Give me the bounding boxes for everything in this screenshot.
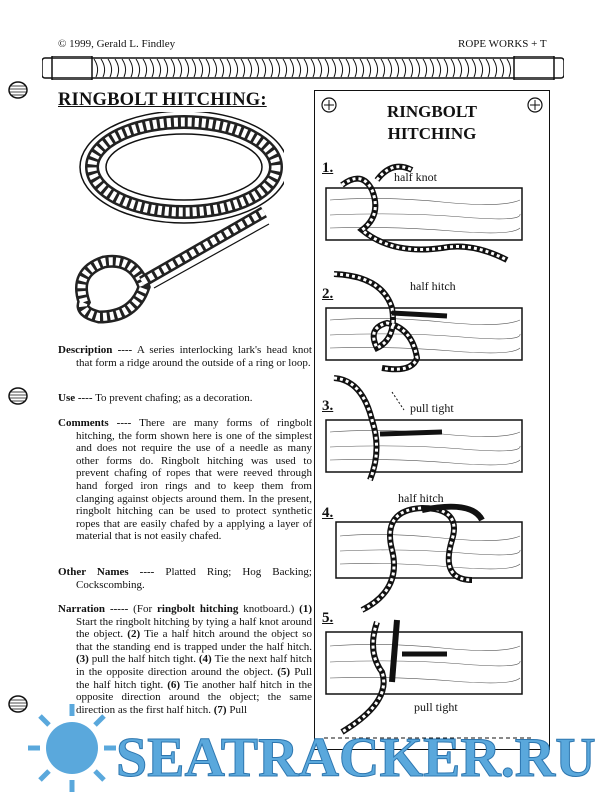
page-title: RINGBOLT HITCHING: <box>58 90 267 110</box>
comments-paragraph <box>58 417 312 543</box>
narration-step-number: (5) <box>273 665 295 678</box>
copyright-line: © 1999, Gerald L. Findley <box>58 38 176 50</box>
narration-step-text: pull the half hitch tight. <box>91 653 196 666</box>
punch-hole-icon <box>7 80 29 100</box>
punch-hole-icon <box>7 386 29 406</box>
step-number: 1. <box>322 160 334 176</box>
series-label: ROPE WORKS + T <box>458 38 547 50</box>
panel-title-line1: RINGBOLT <box>386 102 478 121</box>
step-number: 4. <box>322 505 334 521</box>
narration-step-text: Pull the half hitch tight. <box>76 665 313 691</box>
narration-intro-open: (For <box>133 603 153 615</box>
other-names-label: Other Names ---- <box>58 566 155 578</box>
step-caption: half hitch <box>398 491 444 505</box>
narration-step-number: (7) <box>211 703 230 716</box>
narration-intro-bold: ringbolt hitching <box>157 603 239 615</box>
narration-step-text: Tie the next half hitch in the opposite direction around the object. <box>76 653 313 678</box>
use-paragraph <box>58 392 312 405</box>
use-text: To prevent chafing; as a decoration. <box>95 392 253 404</box>
narration-step-number: (3) <box>76 653 92 666</box>
narration-step-text: Tie a half hitch around the object so that the standing end is trapped under the half hitch. <box>76 628 312 653</box>
description-label: Description ---- <box>58 344 133 356</box>
watermark-text: SEATRACKER.RU <box>116 727 596 789</box>
ringbolt-ring-illustration <box>64 112 284 342</box>
step-number: 2. <box>322 286 334 302</box>
step-4-illustration <box>322 500 540 620</box>
panel-title-line2: HITCHING <box>387 124 477 143</box>
narration-label: Narration ----- <box>58 603 129 615</box>
step-1-illustration <box>322 160 540 270</box>
rope-border-illustration <box>42 56 564 80</box>
narration-step-text: Start the ringbolt hitching by tying a half knot around the object. <box>76 615 312 641</box>
step-number: 5. <box>322 610 334 626</box>
other-names-text: Platted Ring; Hog Backing; Cockscombing. <box>76 566 312 591</box>
narration-step-number: (2) <box>123 628 145 641</box>
narration-steps <box>76 603 312 716</box>
comments-label: Comments ---- <box>58 417 132 429</box>
step-caption: half knot <box>394 170 437 184</box>
other-names-paragraph <box>58 566 312 591</box>
narration-step-number: (1) <box>299 603 312 615</box>
step-caption: half hitch <box>410 279 456 293</box>
description-text: A series interlocking lark's head knot that form a ridge around the outside of a ring or loop. <box>76 344 312 369</box>
description-paragraph <box>58 344 312 369</box>
step-2-illustration <box>322 268 540 378</box>
use-label: Use ---- <box>58 392 93 404</box>
narration-intro-close: knotboard.) <box>243 603 295 615</box>
step-number: 3. <box>322 398 334 414</box>
narration-step-text: Tie another half hitch in the opposite direction around the object; the same direction as the first half hitch. <box>76 678 312 716</box>
narration-step-number: (4) <box>195 653 215 666</box>
comments-text: There are many forms of ringbolt hitching, the form shown here is one of the simplest and does not require the use of a needle as many other forms do. Ringbolt hitching was used to prevent chafing of ropes that were reeved through hand forged iron rings and to keep them from clanging against objects around them. In the present, ringbolt hitching can be used to protect synthetic ropes that are easily chafed by a applying a layer of material that is not easily chafed. <box>76 417 312 543</box>
seatracker-watermark <box>22 700 612 792</box>
step-caption: pull tight <box>414 700 458 714</box>
step-caption: pull tight <box>410 401 454 415</box>
narration-step-text: Pull <box>229 703 248 716</box>
narration-step-number: (6) <box>163 678 184 691</box>
step-3-illustration <box>322 370 540 482</box>
